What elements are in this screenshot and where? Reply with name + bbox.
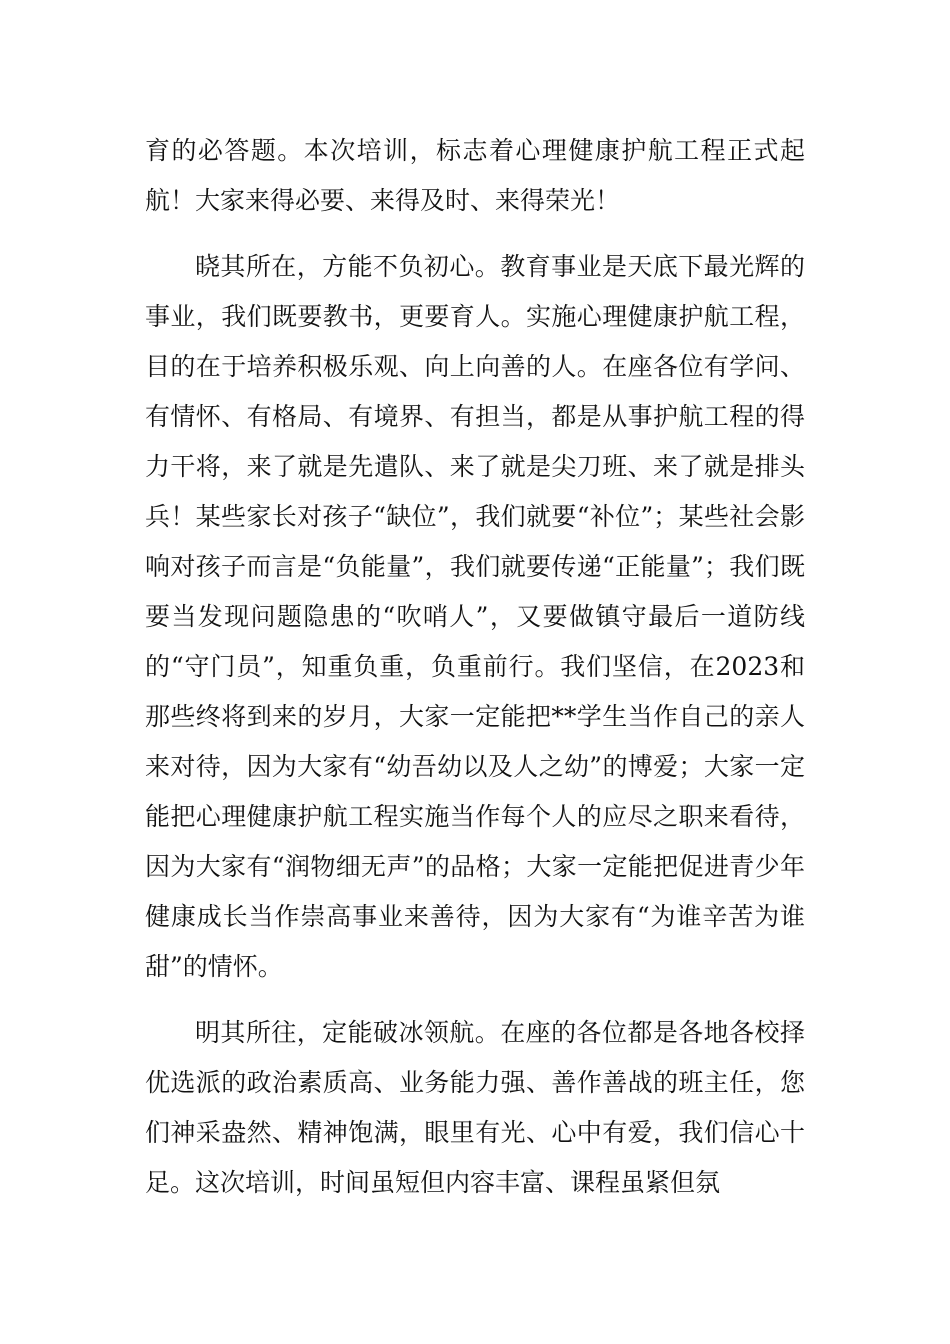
paragraph-clear-direction: 明其所往，定能破冰领航。在座的各位都是各地各校择优选派的政治素质高、业务能力强、善作善战的班主任，您们神采盎然、精神饱满，眼里有光、心中有爱，我们信心十足。这次培训，时间虽短但内容丰富、课程虽紧但氛 — [145, 1018, 805, 1197]
paragraph-knowing-purpose: 晓其所在，方能不负初心。教育事业是天底下最光辉的事业，我们既要教书，更要育人。实施心理健康护航工程，目的在于培养积极乐观、向上向善的人。在座各位有学问、有情怀、有格局、有境界、有担当，都是从事护航工程的得力干将，来了就是先遣队、来了就是尖刀班、来了就是排头兵！某些家长对孩子“缺位”，我们就要“补位”；某些社会影响对孩子而言是“负能量”，我们就要传递“正能量”；我们既要当发现问题隐患的“吹哨人”，又要做镇守最后一道防线的“守门员”，知重负重，负重前行。我们坚信，在2023和那些终将到来的岁月，大家一定能把**学生当作自己的亲人来对待，因为大家有“幼吾幼以及人之幼”的博爱；大家一定能把心理健康护航工程实施当作每个人的应尽之职来看待，因为大家有“润物细无声”的品格；大家一定能把促进青少年健康成长当作崇高事业来善待，因为大家有“为谁辛苦为谁甜”的情怀。 — [145, 252, 805, 981]
document-body — [145, 126, 805, 1208]
paragraph-continued: 育的必答题。本次培训，标志着心理健康护航工程正式起航！大家来得必要、来得及时、来得荣光！ — [145, 136, 805, 215]
